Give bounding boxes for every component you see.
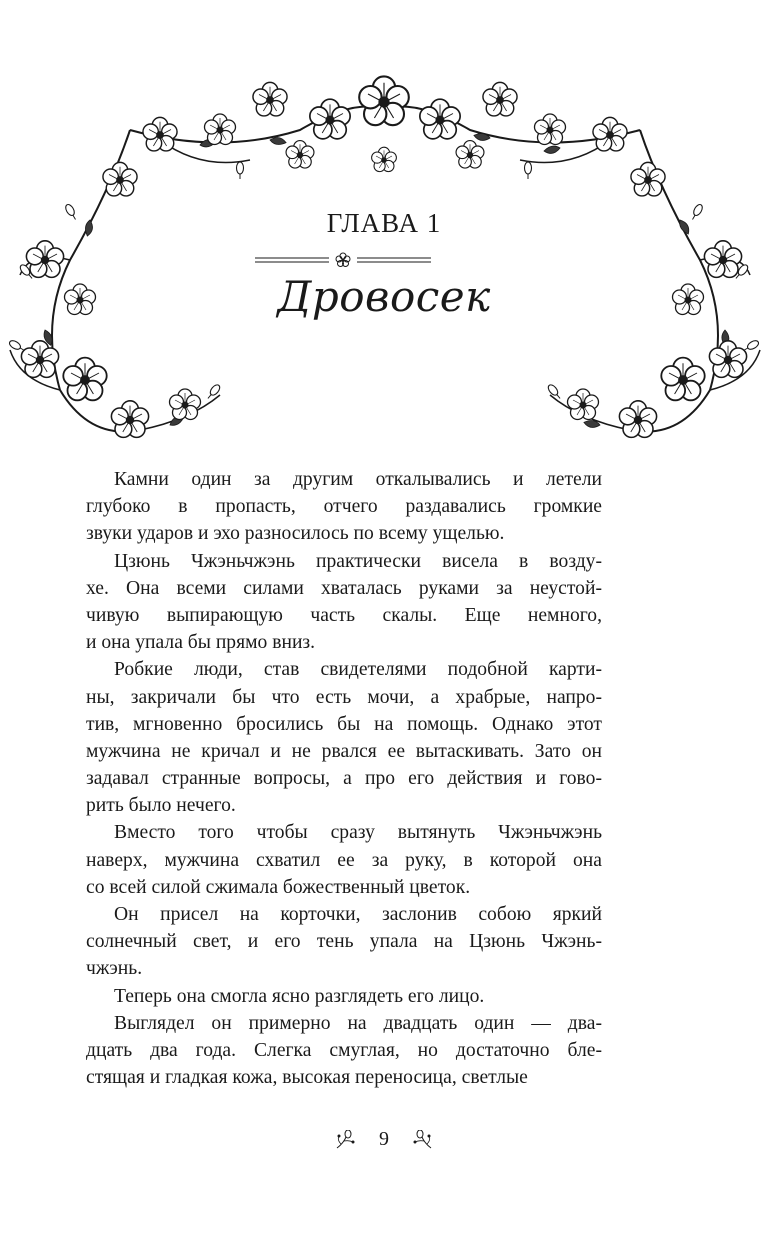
text-line: хе. Она всеми силами хваталась руками за неустой-: [86, 577, 602, 599]
paragraph: [86, 466, 602, 548]
flower-sprig-icon: [335, 1130, 357, 1150]
text-line: Вместо того чтобы сразу вытянуть Чжэньчжэнь: [114, 822, 602, 844]
text-line: и она упала бы прямо вниз.: [86, 632, 316, 654]
chapter-title: Дровосек: [277, 272, 491, 321]
chapter-label: ГЛАВА 1: [326, 208, 442, 238]
text-line: чивую выпирающую часть скалы. Еще немного,: [86, 604, 602, 626]
text-line: Робкие люди, став свидетелями подобной карти-: [114, 659, 602, 681]
text-line: стящая и гладкая кожа, высокая переносица, светлые: [86, 1067, 528, 1089]
text-line: Он присел на корточки, заслонив собою яркий: [114, 904, 602, 925]
text-line: звуки ударов и эхо разносилось по всему ущелью.: [86, 523, 505, 545]
chapter-body: [86, 466, 602, 1091]
text-line: наверх, мужчина схватил ее за руку, в которой она: [86, 849, 602, 871]
flower-divider-icon: [255, 252, 431, 268]
paragraph: [86, 901, 602, 983]
text-line: Выглядел он примерно на двадцать один — два-: [114, 1012, 602, 1034]
text-line: Цзюнь Чжэньчжэнь практически висела в возду-: [114, 550, 602, 572]
paragraph: [86, 548, 602, 657]
text-line: тив, мгновенно бросились бы на помощь. Однако этот: [86, 713, 602, 735]
paragraph: [86, 983, 602, 1010]
text-line: глубоко в пропасть, отчего раздавались громкие: [86, 496, 602, 518]
paragraph: [86, 819, 602, 901]
text-line: Теперь она смогла ясно разглядеть его лицо.: [114, 985, 485, 1007]
text-line: чжэнь.: [86, 958, 143, 980]
text-line: рить было нечего.: [86, 795, 236, 817]
text-line: Камни один за другим откалывались и летели: [114, 469, 602, 490]
text-line: со всей силой сжимала божественный цветок.: [86, 876, 471, 898]
text-line: мужчина не кричал и не рвался ее вытаскивать. Зато он: [86, 740, 602, 762]
text-line: ны, закричали бы что есть мочи, а храбрые, напро-: [86, 686, 602, 708]
text-line: солнечный свет, и его тень упала на Цзюнь Чжэнь-: [86, 931, 602, 953]
page-number: 9: [379, 1128, 389, 1150]
text-line: дцать два года. Слегка смуглая, но достаточно бле-: [86, 1039, 602, 1061]
paragraph: [86, 656, 602, 819]
page-footer: [0, 1128, 768, 1151]
flower-sprig-icon: [411, 1130, 433, 1150]
text-line: задавал странные вопросы, а про его действия и гово-: [86, 768, 602, 790]
paragraph: [86, 1010, 602, 1092]
